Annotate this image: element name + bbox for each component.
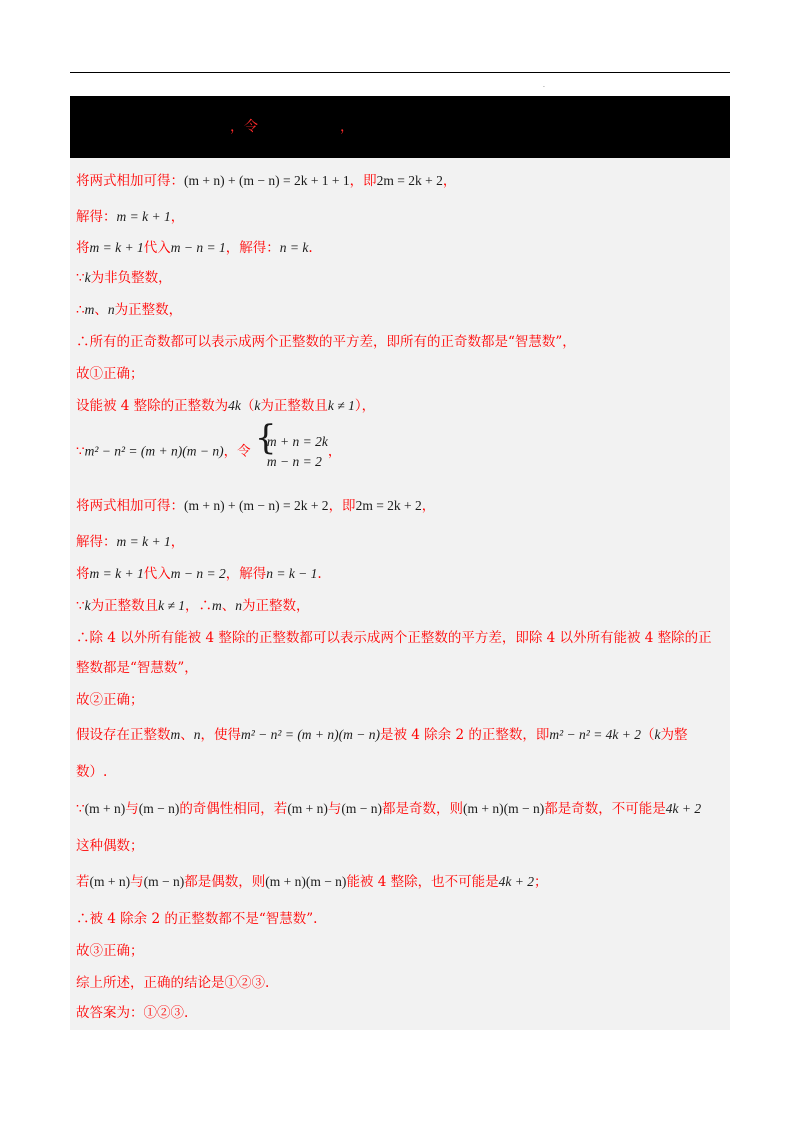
formula: k ≠ 1	[327, 398, 355, 413]
text: 解得：	[76, 534, 117, 550]
line-15: 整数都是“智慧数”，	[76, 660, 198, 676]
text: ，令	[223, 443, 251, 460]
text: 将两式相加可得：	[76, 173, 184, 189]
formula: m = k + 1	[116, 534, 171, 549]
formula: n = k	[279, 240, 309, 255]
formula: n = k − 1	[266, 566, 318, 581]
solution-content	[70, 158, 730, 1030]
text: .	[317, 566, 322, 582]
formula: m² − n² = (m + n)(m − n)	[84, 443, 224, 459]
text: 将两式相加可得：	[76, 498, 184, 514]
text: ，使得	[200, 727, 241, 743]
text: ∵	[76, 443, 85, 460]
text: 设能被 4 整除的正整数为	[76, 398, 229, 414]
formula: m	[212, 598, 222, 613]
text: 代入	[143, 240, 171, 256]
text: 都是偶数，则	[184, 874, 266, 890]
text: 能被 4 整除，也不可能是	[346, 874, 499, 890]
band-ling: 令	[244, 119, 258, 135]
formula: (m − n)	[138, 801, 180, 816]
line-2	[76, 207, 184, 227]
text: （	[240, 398, 255, 414]
formula: k	[84, 270, 91, 285]
line-9	[76, 418, 342, 472]
text: ∴	[76, 302, 85, 318]
line-5	[76, 300, 182, 320]
system-equation-2: m − n = 2	[266, 454, 322, 469]
line-7: 故①正确；	[76, 366, 144, 382]
text: 为正整数且	[260, 398, 328, 414]
text: ），	[354, 398, 376, 414]
line-21	[76, 872, 547, 892]
text: 为正整数且	[90, 598, 159, 614]
formula: (m + n)(m − n)	[463, 801, 545, 816]
redacted-band	[70, 96, 730, 158]
text: ，即	[328, 498, 356, 514]
formula: (m + n)	[89, 874, 131, 889]
line-4	[76, 268, 172, 288]
line-3	[76, 238, 313, 258]
text: 是被 4 除余 2 的正整数，即	[380, 727, 550, 743]
text: 为正整数，	[242, 598, 310, 614]
line-19	[76, 799, 701, 819]
band-comma-2: ，	[340, 119, 354, 135]
formula: n	[235, 598, 242, 613]
text: ，	[327, 443, 342, 460]
formula: n	[193, 727, 201, 742]
formula: m	[170, 727, 181, 742]
text: 代入	[143, 566, 171, 582]
text: 假设存在正整数	[76, 727, 171, 743]
line-12	[76, 564, 322, 584]
formula: 2m = 2k + 2	[376, 173, 443, 188]
text: ，即	[349, 173, 377, 189]
line-22: ∴被 4 除余 2 的正整数都不是“智慧数”.	[76, 911, 318, 927]
line-20: 这种偶数；	[76, 838, 144, 854]
formula: m = k + 1	[89, 566, 144, 581]
formula: m	[84, 302, 95, 317]
text: 、	[94, 302, 108, 318]
band-comma-1: ，	[230, 119, 244, 135]
text: 为正整数，	[114, 302, 183, 318]
text: 与	[125, 801, 139, 817]
formula: 4k + 2	[498, 874, 534, 889]
formula: m = k + 1	[116, 209, 171, 224]
text: ∵	[76, 598, 85, 614]
text: ；	[533, 874, 548, 890]
text: 都是奇数，则	[382, 801, 464, 817]
text: 、	[180, 727, 194, 743]
text: 的奇偶性相同，若	[179, 801, 288, 817]
text: ，	[170, 534, 185, 550]
formula: (m + n)(m − n)	[265, 874, 347, 889]
formula: m − n = 2	[170, 566, 226, 581]
line-14: ∴除 4 以外所有能被 4 整除的正整数都可以表示成两个正整数的平方差，即除 4 以外所有能被 4 整除的正	[76, 630, 712, 646]
text: .	[308, 240, 313, 256]
line-10	[76, 496, 435, 516]
formula: n	[107, 302, 115, 317]
text: 为整	[660, 727, 688, 743]
text: ，	[170, 209, 185, 225]
text: ，解得：	[225, 240, 280, 256]
text: 与	[327, 801, 342, 817]
line-25: 故答案为：①②③.	[76, 1005, 189, 1021]
header-dot: .	[543, 82, 545, 89]
brace-icon: {	[254, 418, 277, 458]
text: ∵	[76, 801, 85, 817]
line-24: 综上所述，正确的结论是①②③.	[76, 975, 270, 991]
formula: 4k + 2	[665, 801, 702, 816]
text: 、	[221, 598, 236, 614]
text: ，∴	[185, 598, 212, 614]
formula: m = k + 1	[89, 240, 144, 255]
formula: 4k	[228, 398, 241, 413]
formula: k	[84, 598, 91, 613]
formula: (m − n)	[341, 801, 383, 816]
text: 解得：	[76, 209, 117, 225]
line-11	[76, 532, 184, 552]
line-16: 故②正确；	[76, 692, 144, 708]
line-13	[76, 596, 310, 616]
text: 与	[130, 874, 144, 890]
text: 将	[76, 240, 90, 256]
formula: (m + n) + (m − n) = 2k + 1 + 1	[184, 173, 350, 188]
equation-system	[254, 418, 328, 472]
text: （	[641, 727, 655, 743]
formula: 2m = 2k + 2	[355, 498, 422, 513]
formula: m² − n² = 4k + 2	[549, 727, 642, 742]
line-8	[76, 396, 375, 416]
text: ∵	[76, 270, 85, 286]
formula: k ≠ 1	[158, 598, 185, 613]
system-equation-1: m + n = 2k	[266, 434, 328, 449]
line-17	[76, 725, 688, 745]
text: ，	[442, 173, 457, 189]
formula: m − n = 1	[170, 240, 226, 255]
formula: (m + n) + (m − n) = 2k + 2	[184, 498, 329, 513]
line-23: 故③正确；	[76, 943, 144, 959]
formula: m² − n² = (m + n)(m − n)	[241, 727, 381, 742]
text: 若	[76, 874, 90, 890]
text: 将	[76, 566, 90, 582]
formula: (m + n)	[84, 801, 126, 816]
text: 为非负整数，	[90, 270, 172, 286]
text: ，解得	[225, 566, 267, 582]
text: 都是奇数，不可能是	[544, 801, 666, 817]
formula: (m + n)	[287, 801, 328, 816]
header-rule	[70, 72, 730, 73]
line-6: ∴所有的正奇数都可以表示成两个正整数的平方差，即所有的正奇数都是“智慧数”，	[76, 334, 576, 350]
text: ，	[421, 498, 436, 514]
formula: k	[654, 727, 661, 742]
formula: (m − n)	[143, 874, 185, 889]
line-1	[76, 171, 456, 191]
formula: k	[254, 398, 261, 413]
line-18: 数）.	[76, 764, 108, 780]
